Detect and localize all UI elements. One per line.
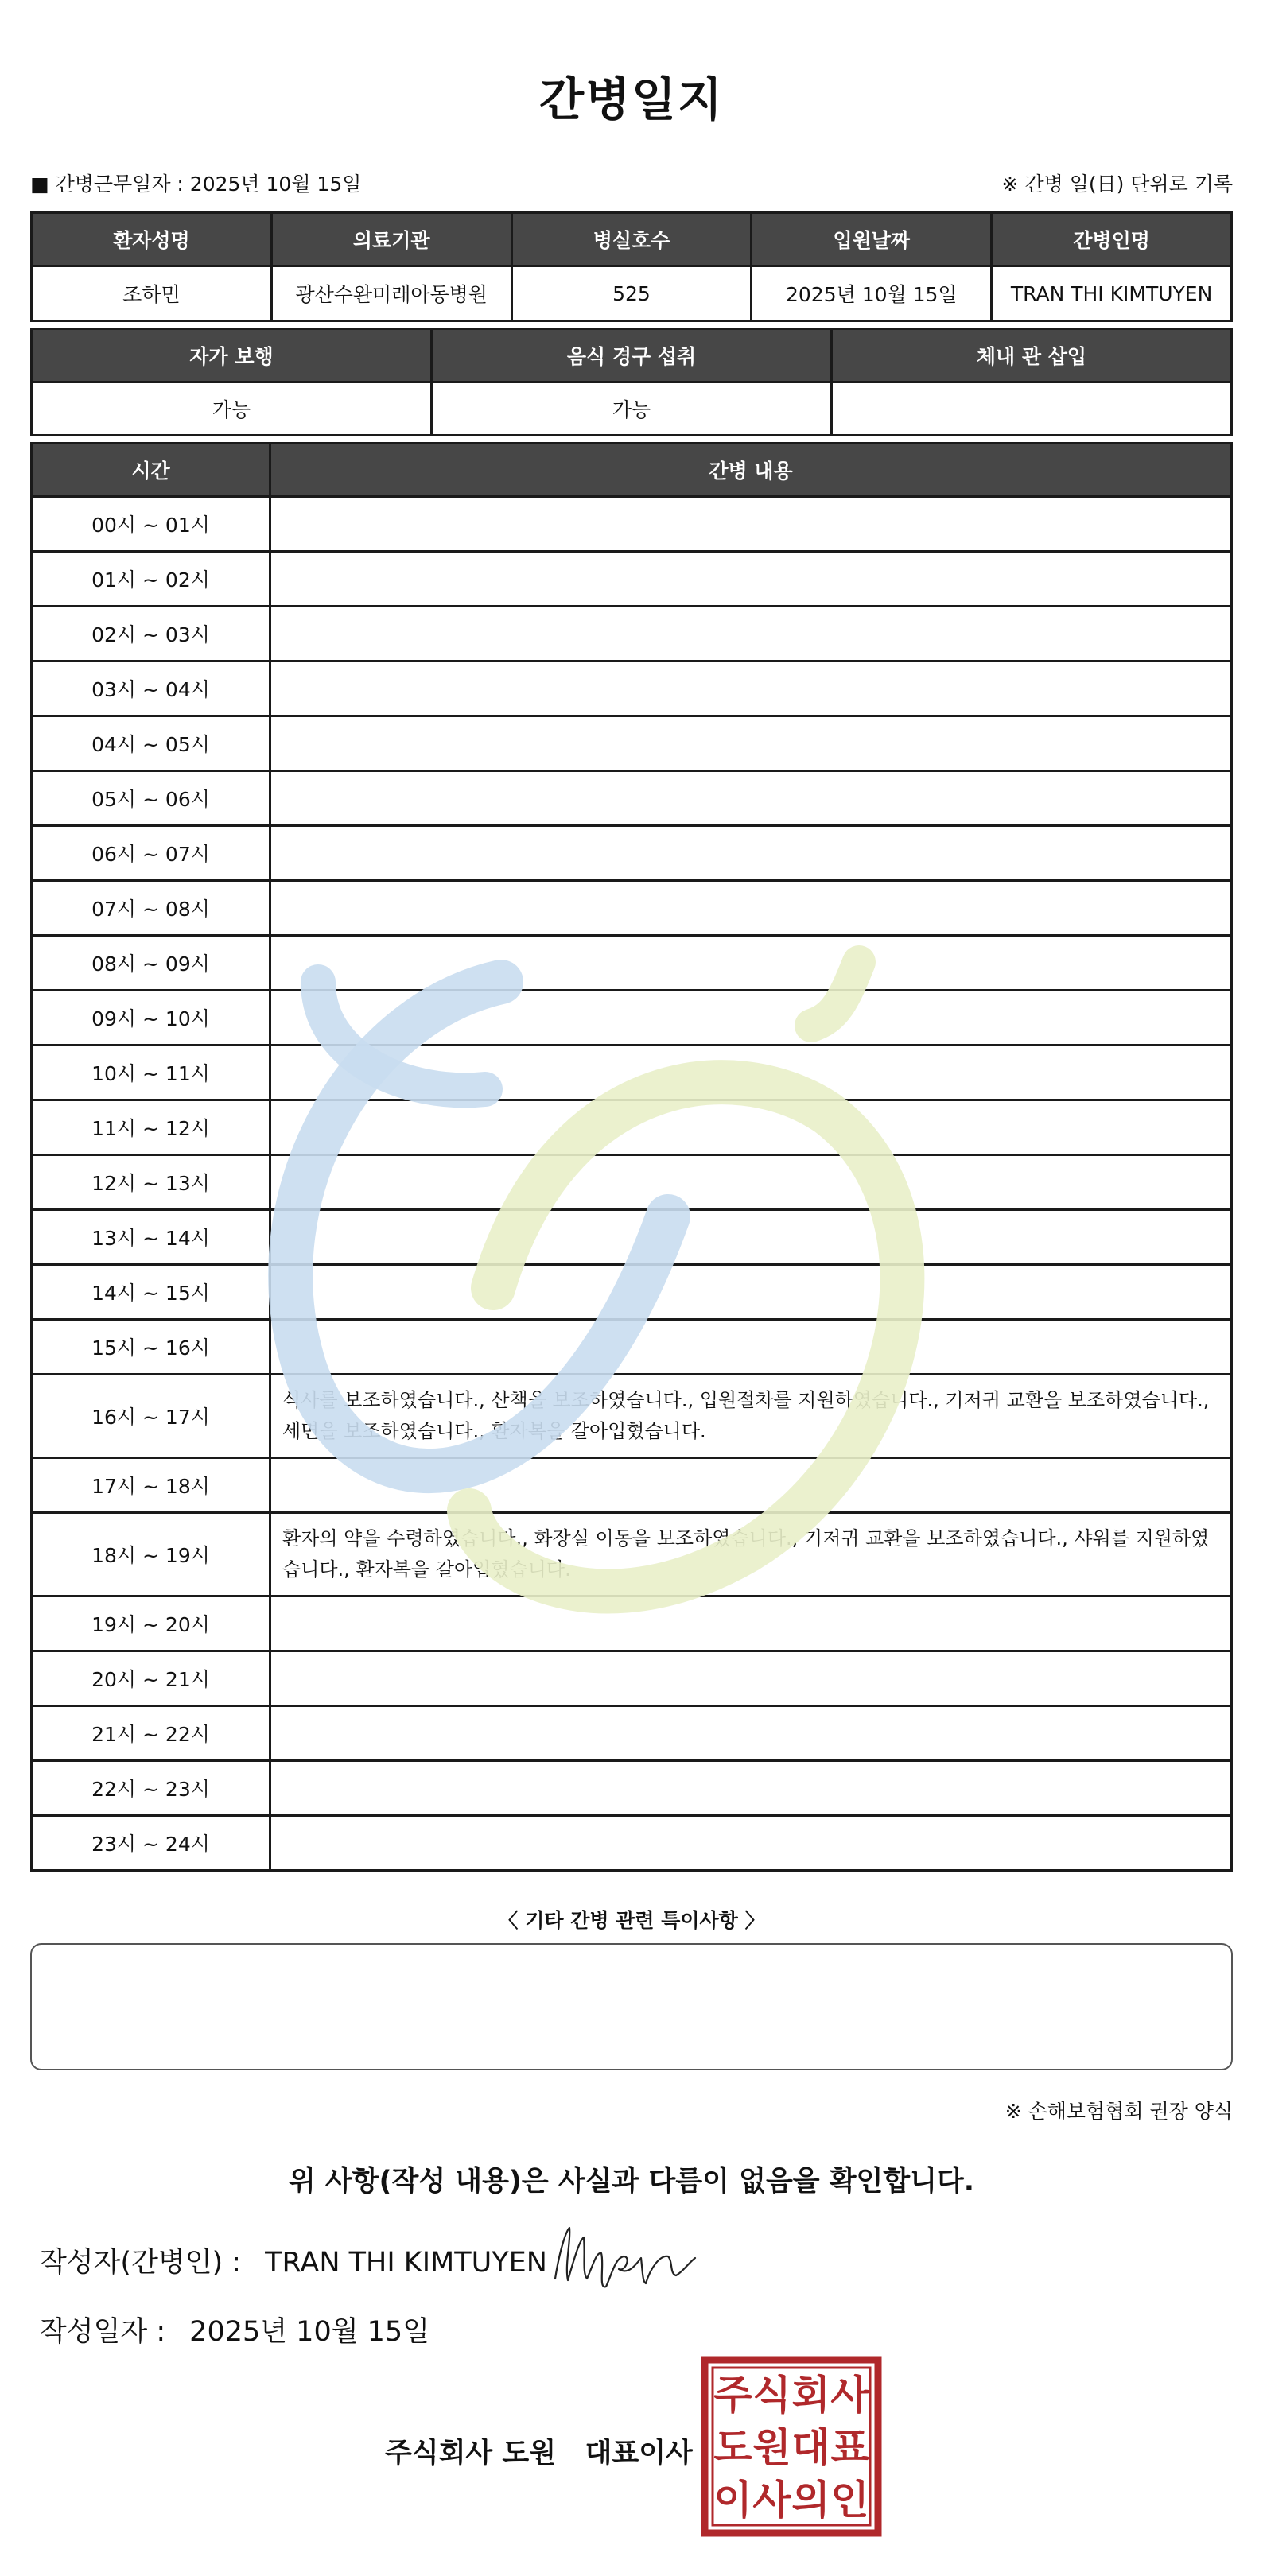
patient-info-table [30, 211, 1233, 322]
header-hospital: 의료기관 [271, 213, 511, 266]
log-time-cell: 19시 ~ 20시 [32, 1596, 270, 1651]
seal-character: 인 [830, 2477, 869, 2524]
log-content-cell [270, 1596, 1232, 1651]
log-row [32, 661, 1232, 716]
header-admission-date: 입원날짜 [752, 213, 992, 266]
log-content-cell [270, 661, 1232, 716]
unit-note: ※ 간병 일(日) 단위로 기록 [1001, 173, 1233, 196]
author-row [40, 2240, 547, 2280]
log-time-cell: 01시 ~ 02시 [32, 552, 270, 607]
header-room: 병실호수 [511, 213, 752, 266]
log-row [32, 1513, 1232, 1596]
header-oral-intake: 음식 경구 섭취 [432, 329, 832, 382]
written-date-label: 작성일자 : [40, 2316, 166, 2348]
seal-character: 도 [713, 2424, 752, 2471]
log-content-cell [270, 607, 1232, 661]
log-time-cell: 14시 ~ 15시 [32, 1265, 270, 1320]
log-row [32, 1816, 1232, 1871]
log-time-cell: 20시 ~ 21시 [32, 1651, 270, 1706]
log-row [32, 1761, 1232, 1816]
log-time-cell: 12시 ~ 13시 [32, 1155, 270, 1210]
seal-character: 주 [713, 2372, 752, 2419]
log-row [32, 1375, 1232, 1458]
header-patient-name: 환자성명 [32, 213, 272, 266]
log-row [32, 881, 1232, 936]
caregiver-name-value: TRAN THI KIMTUYEN [992, 266, 1232, 321]
seal-character: 의 [791, 2477, 830, 2524]
log-content-cell: 식사를 보조하였습니다., 산책을 보조하였습니다., 입원절차를 지원하였습니다., 기저귀 교환을 보조하였습니다., 세면을 보조하였습니다., 환자복을 갈아입혔습니다. [270, 1375, 1232, 1458]
log-row [32, 826, 1232, 881]
log-row [32, 1651, 1232, 1706]
log-time-cell: 13시 ~ 14시 [32, 1210, 270, 1265]
confirmation-statement: 위 사항(작성 내용)은 사실과 다름이 없음을 확인합니다. [288, 2166, 975, 2198]
header-walking: 자가 보행 [32, 329, 432, 382]
log-time-cell: 11시 ~ 12시 [32, 1100, 270, 1155]
log-content-cell [270, 1458, 1232, 1513]
handwritten-signature [549, 2217, 700, 2296]
seal-character: 대 [791, 2424, 830, 2471]
log-time-cell: 21시 ~ 22시 [32, 1706, 270, 1761]
log-time-cell: 10시 ~ 11시 [32, 1046, 270, 1100]
log-content-cell [270, 771, 1232, 826]
walking-value: 가능 [32, 382, 432, 436]
log-content-cell [270, 1265, 1232, 1320]
log-row [32, 1458, 1232, 1513]
log-row [32, 1320, 1232, 1375]
log-content-cell [270, 1155, 1232, 1210]
log-row [32, 1706, 1232, 1761]
header-tube-insertion: 체내 관 삽입 [832, 329, 1232, 382]
hourly-log-table [30, 442, 1233, 1872]
log-content-cell [270, 1210, 1232, 1265]
log-row [32, 936, 1232, 991]
log-content-cell [270, 1651, 1232, 1706]
log-time-cell: 16시 ~ 17시 [32, 1375, 270, 1458]
log-time-cell: 18시 ~ 19시 [32, 1513, 270, 1596]
room-value: 525 [511, 266, 752, 321]
log-row [32, 497, 1232, 552]
log-row [32, 552, 1232, 607]
log-content-cell [270, 936, 1232, 991]
log-time-cell: 22시 ~ 23시 [32, 1761, 270, 1816]
log-content-cell [270, 497, 1232, 552]
log-content-cell [270, 826, 1232, 881]
log-content-cell [270, 1320, 1232, 1375]
log-content-cell [270, 1100, 1232, 1155]
log-time-cell: 02시 ~ 03시 [32, 607, 270, 661]
seal-character: 사 [830, 2372, 869, 2419]
hospital-value: 광산수완미래아동병원 [271, 266, 511, 321]
admission-date-value: 2025년 10월 15일 [752, 266, 992, 321]
author-label: 작성자(간병인) : [40, 2247, 242, 2279]
log-time-cell: 07시 ~ 08시 [32, 881, 270, 936]
log-row [32, 607, 1232, 661]
log-content-cell [270, 1761, 1232, 1816]
header-caregiver-name: 간병인명 [992, 213, 1232, 266]
company-signature-line: 주식회사 도원 대표이사 [385, 2438, 693, 2469]
author-name: TRAN THI KIMTUYEN [265, 2247, 547, 2279]
log-content-cell [270, 991, 1232, 1046]
seal-character: 회 [791, 2372, 830, 2419]
log-row [32, 1596, 1232, 1651]
log-time-cell: 04시 ~ 05시 [32, 716, 270, 771]
written-date-row [40, 2310, 429, 2349]
log-row [32, 1046, 1232, 1100]
log-row [32, 771, 1232, 826]
seal-character: 원 [752, 2424, 791, 2471]
log-row [32, 1100, 1232, 1155]
log-row [32, 991, 1232, 1046]
log-row [32, 1155, 1232, 1210]
seal-character: 이 [713, 2477, 752, 2524]
header-care-content: 간병 내용 [270, 444, 1232, 497]
log-time-cell: 17시 ~ 18시 [32, 1458, 270, 1513]
log-time-cell: 15시 ~ 16시 [32, 1320, 270, 1375]
tube-insertion-value [832, 382, 1232, 436]
seal-character: 식 [752, 2372, 791, 2419]
patient-status-table [30, 328, 1233, 436]
log-time-cell: 06시 ~ 07시 [32, 826, 270, 881]
log-time-cell: 05시 ~ 06시 [32, 771, 270, 826]
log-time-cell: 03시 ~ 04시 [32, 661, 270, 716]
log-row [32, 1210, 1232, 1265]
log-content-cell [270, 1706, 1232, 1761]
log-content-cell [270, 552, 1232, 607]
work-date-label: ■ 간병근무일자 : 2025년 10월 15일 [30, 173, 362, 196]
company-seal-stamp [700, 2355, 883, 2538]
log-content-cell [270, 716, 1232, 771]
log-content-cell [270, 1046, 1232, 1100]
seal-character: 사 [752, 2477, 791, 2524]
header-time: 시간 [32, 444, 270, 497]
notes-caption: 〈 기타 간병 관련 특이사항 〉 [498, 1909, 765, 1932]
log-time-cell: 00시 ~ 01시 [32, 497, 270, 552]
log-time-cell: 23시 ~ 24시 [32, 1816, 270, 1871]
patient-name-value: 조하민 [32, 266, 272, 321]
log-content-cell [270, 1816, 1232, 1871]
oral-intake-value: 가능 [432, 382, 832, 436]
special-notes-box [30, 1943, 1233, 2070]
seal-character: 표 [830, 2424, 869, 2471]
recommend-note: ※ 손해보험협회 권장 양식 [1005, 2100, 1233, 2123]
log-content-cell: 환자의 약을 수령하였습니다., 화장실 이동을 보조하였습니다., 기저귀 교환을 보조하였습니다., 샤워를 지원하였습니다., 환자복을 갈아입혔습니다. [270, 1513, 1232, 1596]
written-date-value: 2025년 10월 15일 [189, 2316, 429, 2348]
page-title: 간병일지 [538, 72, 725, 126]
log-row [32, 1265, 1232, 1320]
log-row [32, 716, 1232, 771]
log-time-cell: 09시 ~ 10시 [32, 991, 270, 1046]
log-time-cell: 08시 ~ 09시 [32, 936, 270, 991]
log-content-cell [270, 881, 1232, 936]
